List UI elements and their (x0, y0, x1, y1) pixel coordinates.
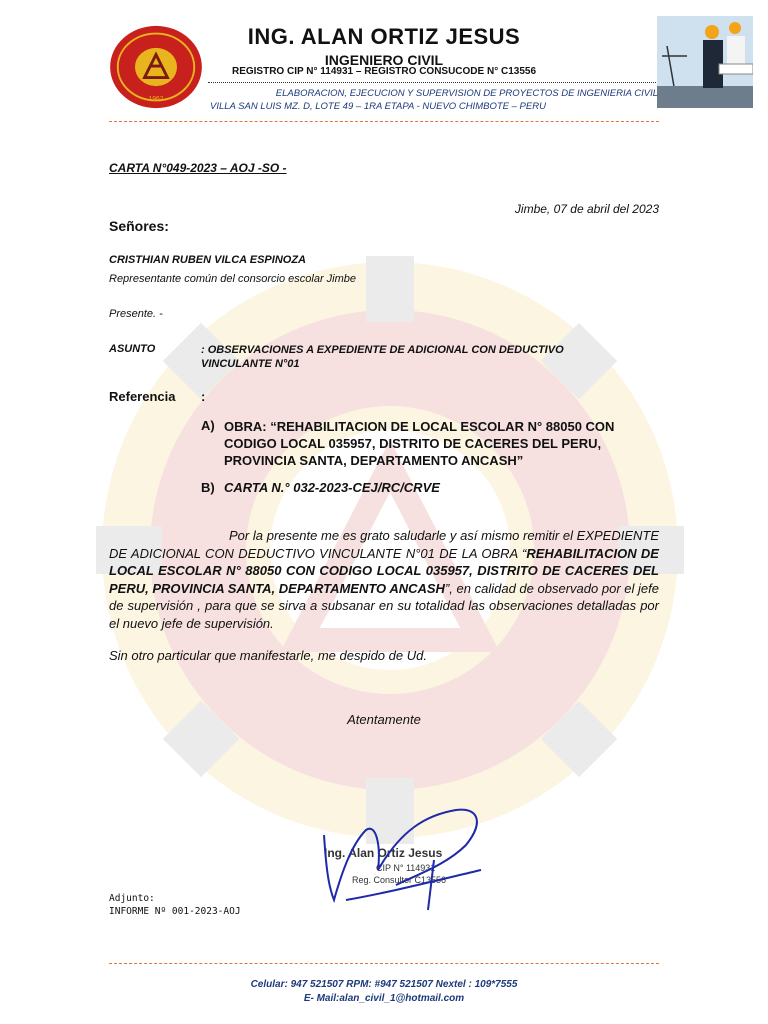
recipient-name: CRISTHIAN RUBEN VILCA ESPINOZA (109, 254, 306, 266)
signature-stamp (306, 775, 494, 950)
footer-phones: Celular: 947 521507 RPM: #947 521507 Nextel : 109*7555 (250, 979, 518, 990)
stamp-registro: Reg. Consultor C13556 (352, 875, 447, 885)
attachment-item: INFORME Nº 001-2023-AOJ (109, 906, 241, 917)
closing-line: Sin otro particular que manifestarle, me despido de Ud. (109, 648, 427, 663)
stamp-name: Ing. Alan Ortiz Jesus (324, 846, 443, 860)
letter-date: Jimbe, 07 de abril del 2023 (514, 202, 659, 216)
attachment-block (109, 892, 241, 918)
reference-item-a-marker: A) (201, 418, 215, 433)
stamp-cip: CIP N° 114931 (376, 863, 436, 873)
reference-item-b-marker: B) (201, 480, 215, 495)
referencia-label: Referencia (109, 389, 176, 404)
engineer-name: ING. ALAN ORTIZ JESUS (247, 24, 521, 49)
attachment-label: Adjunto: (109, 893, 155, 904)
sign-off: Atentamente (347, 712, 421, 727)
footer-email: E- Mail:alan_civil_1@hotmail.com (303, 993, 465, 1004)
asunto-text: : OBSERVACIONES A EXPEDIENTE DE ADICIONAL CON DEDUCTIVO VINCULANTE N°01 (201, 344, 564, 370)
reference-item-a: OBRA: “REHABILITACION DE LOCAL ESCOLAR N° 88050 CON CODIGO LOCAL 035957, DISTRITO DE CACERES DEL PERU, PROVINCIA SANTA, DEPARTAMENTO ANCASH” (224, 419, 615, 468)
registration-numbers: REGISTRO CIP N° 114931 – REGISTRO CONSUCODE N° C13556 (231, 66, 537, 77)
body-text-2: ”, en calidad de observado por el jefe de supervisión , para que se sirva a subsanar en su totalidad las observaciones detalladas por el nuevo jefe de supervisión. (109, 580, 659, 631)
svg-text:1962: 1962 (148, 95, 164, 103)
presente: Presente. - (109, 308, 163, 320)
footer-rule (109, 963, 659, 964)
engineer-title: INGENIERO CIVIL (324, 52, 444, 68)
asunto-label: ASUNTO (109, 343, 156, 355)
reference-item-b: CARTA N.° 032-2023-CEJ/RC/CRVE (224, 480, 440, 495)
referencia-colon: : (201, 389, 206, 404)
recipient-role: Representante común del consorcio escolar Jimbe (109, 273, 357, 285)
greeting: Señores: (109, 218, 169, 234)
office-address: VILLA SAN LUIS MZ. D, LOTE 49 – 1RA ETAPA - NUEVO CHIMBOTE – PERU (210, 101, 546, 112)
letter-reference: CARTA N°049-2023 – AOJ -SO - (109, 161, 287, 175)
body-paragraph (109, 527, 659, 632)
body-text-1: Por la presente me es grato saludarle y así mismo remitir el EXPEDIENTE DE ADICIONAL CON DEDUCTIVO VINCULANTE N°01 DE LA OBRA “ (109, 528, 659, 561)
header-bottom-rule (109, 121, 659, 122)
header-divider (208, 82, 656, 83)
body-text-bold: REHABILITACION DE LOCAL ESCOLAR N° 88050 CON CODIGO LOCAL 035957, DISTRITO DE CACERES DEL PERU, PROVINCIA SANTA, DEPARTAMENTO ANCASH (109, 545, 659, 596)
services-tagline: ELABORACION, EJECUCION Y SUPERVISION DE PROYECTOS DE INGENIERIA CIVIL (275, 88, 658, 99)
